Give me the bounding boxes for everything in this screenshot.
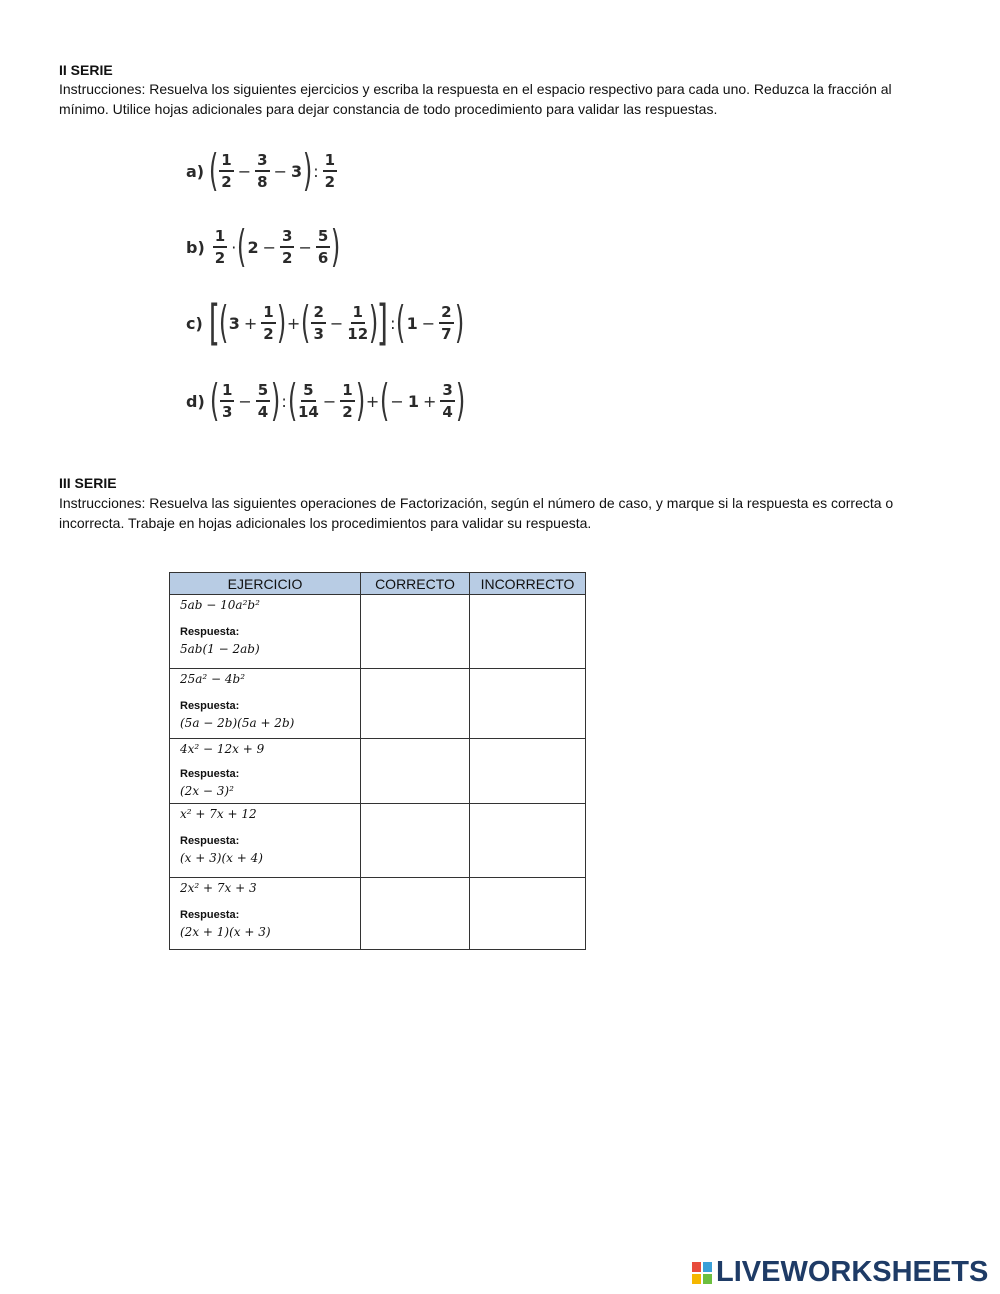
multiplication-dot: · bbox=[231, 237, 237, 257]
fraction: $\frac{3}{8}$ bbox=[257, 150, 268, 191]
integer: 3 bbox=[290, 161, 303, 181]
logo-text: LIVEWORKSHEETS bbox=[716, 1256, 989, 1288]
paren-close: ) bbox=[302, 145, 313, 196]
fraction: $\frac{1}{12}$ bbox=[347, 302, 369, 343]
serie-2-title: II SERIE bbox=[59, 62, 113, 78]
table-header-row bbox=[170, 573, 586, 595]
exercise-expression: 4x² − 12x + 9 bbox=[180, 742, 265, 756]
exercise-label: d) bbox=[186, 391, 205, 411]
exercise-expression: 25a² − 4b² bbox=[180, 672, 246, 686]
correct-cell[interactable] bbox=[361, 878, 470, 950]
exercise-label: b) bbox=[186, 237, 205, 257]
paren-close: ) bbox=[355, 375, 365, 426]
paren-open: ( bbox=[380, 375, 390, 426]
minus-sign: − bbox=[329, 313, 344, 333]
serie-3-title: III SERIE bbox=[59, 475, 117, 491]
table-row bbox=[170, 739, 586, 804]
minus-sign: − bbox=[273, 161, 287, 181]
response-expression: (2x − 3)² bbox=[180, 784, 234, 798]
fraction: $\frac{3}{2}$ bbox=[282, 226, 293, 267]
minus-sign: − bbox=[237, 161, 252, 181]
fraction: $\frac{1}{2}$ bbox=[324, 150, 336, 191]
logo-square bbox=[692, 1262, 701, 1272]
fraction: $\frac{1}{2}$ bbox=[214, 226, 226, 267]
header-incorrecto: INCORRECTO bbox=[470, 573, 586, 595]
serie-2-instructions: Instrucciones: Resuelva los siguientes ejercicios y escriba la respuesta en el espacio respectivo para cada uno. Reduzca la fracción al mínimo. Utilice hojas adicionales para dejar constancia de todo procedimiento para validar las respuestas. bbox=[59, 81, 892, 117]
integer: 1 bbox=[407, 391, 419, 411]
exercise-expression: x² + 7x + 12 bbox=[180, 807, 257, 821]
correct-cell[interactable] bbox=[361, 739, 470, 804]
correct-cell[interactable] bbox=[361, 595, 470, 669]
table-row bbox=[170, 669, 586, 739]
exercise-label: c) bbox=[186, 313, 203, 333]
division-sign: : bbox=[281, 391, 287, 411]
header-correcto: CORRECTO bbox=[361, 573, 470, 595]
fraction: $\frac{5}{14}$ bbox=[297, 380, 319, 421]
paren-close: ) bbox=[271, 375, 281, 426]
table-row bbox=[170, 804, 586, 878]
response-label: Respuesta: bbox=[180, 835, 240, 847]
response-label: Respuesta: bbox=[180, 700, 240, 712]
fraction: $\frac{1}{2}$ bbox=[221, 150, 232, 191]
paren-open: ( bbox=[301, 297, 311, 348]
incorrect-cell[interactable] bbox=[470, 669, 586, 739]
incorrect-cell[interactable] bbox=[470, 878, 586, 950]
exercise-cell bbox=[170, 878, 361, 950]
response-expression: 5ab(1 − 2ab) bbox=[180, 642, 260, 656]
minus-sign: − bbox=[238, 391, 252, 411]
exercise-cell bbox=[170, 595, 361, 669]
factorization-table bbox=[169, 572, 586, 950]
exercise-label: a) bbox=[186, 161, 205, 181]
integer: 2 bbox=[247, 237, 259, 257]
exercise-cell bbox=[170, 804, 361, 878]
fraction: $\frac{1}{2}$ bbox=[263, 302, 274, 343]
paren-open: ( bbox=[396, 297, 406, 348]
minus-sign: − bbox=[262, 237, 277, 257]
paren-close: ) bbox=[369, 297, 379, 348]
fraction: $\frac{2}{3}$ bbox=[313, 302, 324, 343]
response-expression: (5a − 2b)(5a + 2b) bbox=[180, 716, 295, 730]
paren-close: ) bbox=[276, 297, 286, 348]
minus-sign: − bbox=[390, 391, 404, 411]
table-row bbox=[170, 878, 586, 950]
logo-square bbox=[703, 1262, 712, 1272]
exercise-expression: 2x² + 7x + 3 bbox=[180, 881, 257, 895]
fraction: $\frac{1}{2}$ bbox=[342, 380, 353, 421]
header-ejercicio: EJERCICIO bbox=[170, 573, 361, 595]
plus-sign: + bbox=[243, 313, 258, 333]
paren-open: ( bbox=[208, 145, 219, 196]
response-label: Respuesta: bbox=[180, 768, 240, 780]
plus-sign: + bbox=[365, 391, 380, 411]
serie-3-instructions: Instrucciones: Resuelva las siguientes operaciones de Factorización, según el número de caso, y marque si la respuesta es correcta o incorrecta. Trabaje en hojas adicionales los procedimientos para validar su respuesta. bbox=[59, 495, 894, 531]
minus-sign: − bbox=[298, 237, 312, 257]
minus-sign: − bbox=[421, 313, 436, 333]
response-label: Respuesta: bbox=[180, 909, 240, 921]
division-sign: : bbox=[313, 161, 319, 181]
response-label: Respuesta: bbox=[180, 626, 240, 638]
incorrect-cell[interactable] bbox=[470, 804, 586, 878]
paren-open: ( bbox=[287, 375, 298, 426]
liveworksheets-logo bbox=[692, 1256, 988, 1289]
table-row bbox=[170, 595, 586, 669]
exercise-cell bbox=[170, 739, 361, 804]
correct-cell[interactable] bbox=[361, 669, 470, 739]
exercise-b bbox=[186, 222, 339, 272]
fraction: $\frac{1}{3}$ bbox=[221, 380, 233, 421]
exercise-d bbox=[186, 376, 464, 426]
fraction: $\frac{2}{7}$ bbox=[441, 302, 452, 343]
exercise-expression: 5ab − 10a²b² bbox=[180, 598, 260, 612]
division-sign: : bbox=[390, 313, 396, 333]
bracket-close: ] bbox=[377, 295, 389, 351]
exercise-cell bbox=[170, 669, 361, 739]
fraction: $\frac{5}{6}$ bbox=[317, 226, 329, 267]
response-expression: (2x + 1)(x + 3) bbox=[180, 925, 271, 939]
exercise-a bbox=[186, 146, 339, 196]
plus-sign: + bbox=[422, 391, 437, 411]
logo-square bbox=[692, 1274, 701, 1284]
exercise-c bbox=[186, 295, 464, 351]
paren-close: ) bbox=[331, 221, 341, 272]
response-expression: (x + 3)(x + 4) bbox=[180, 851, 263, 865]
incorrect-cell[interactable] bbox=[470, 739, 586, 804]
fraction: $\frac{5}{4}$ bbox=[257, 380, 269, 421]
fraction: $\frac{3}{4}$ bbox=[442, 380, 453, 421]
plus-sign: + bbox=[286, 313, 301, 333]
paren-open: ( bbox=[209, 375, 220, 426]
correct-cell[interactable] bbox=[361, 804, 470, 878]
minus-sign: − bbox=[322, 391, 337, 411]
paren-close: ) bbox=[455, 375, 466, 426]
logo-squares-icon bbox=[692, 1262, 712, 1284]
paren-close: ) bbox=[454, 297, 464, 348]
incorrect-cell[interactable] bbox=[470, 595, 586, 669]
paren-open: ( bbox=[218, 297, 228, 348]
integer: 1 bbox=[406, 313, 418, 333]
logo-square bbox=[703, 1274, 712, 1284]
integer: 3 bbox=[228, 313, 240, 333]
paren-open: ( bbox=[237, 221, 247, 272]
bracket-open: [ bbox=[208, 295, 220, 351]
